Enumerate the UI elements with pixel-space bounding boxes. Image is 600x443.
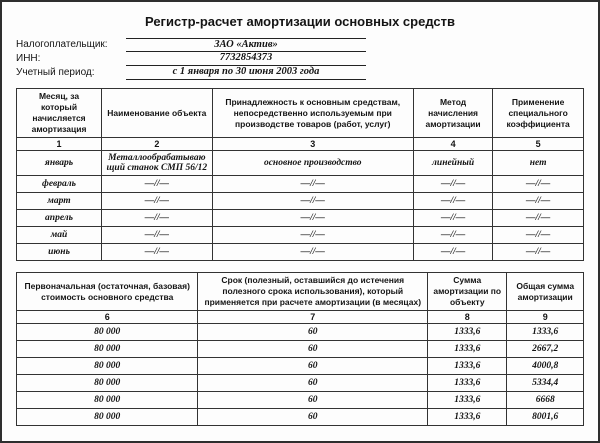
cell-object: —//— bbox=[102, 210, 213, 227]
header-fields bbox=[16, 38, 584, 80]
cell-total-depreciation: 5334,4 bbox=[507, 375, 584, 392]
table-row-january bbox=[17, 151, 584, 176]
cell-usage: —//— bbox=[212, 176, 413, 193]
column-header-object: Наименование объекта bbox=[102, 89, 213, 138]
depreciation-table-upper bbox=[16, 88, 584, 261]
table-row bbox=[17, 392, 584, 409]
cell-coefficient: —//— bbox=[493, 193, 584, 210]
table1-header-row bbox=[17, 89, 584, 138]
column-header-depreciation-amount: Сумма амортизации по объекту bbox=[428, 273, 507, 311]
table-row bbox=[17, 358, 584, 375]
cell-total-depreciation: 2667,2 bbox=[507, 341, 584, 358]
column-number: 6 bbox=[17, 311, 198, 324]
cell-method: —//— bbox=[413, 193, 492, 210]
column-number: 4 bbox=[413, 138, 492, 151]
cell-initial-cost: 80 000 bbox=[17, 324, 198, 341]
table-row-april bbox=[17, 210, 584, 227]
table-row bbox=[17, 324, 584, 341]
cell-useful-life: 60 bbox=[198, 392, 428, 409]
cell-usage: —//— bbox=[212, 244, 413, 261]
field-period bbox=[16, 66, 584, 80]
cell-usage: —//— bbox=[212, 193, 413, 210]
cell-depreciation-amount: 1333,6 bbox=[428, 392, 507, 409]
cell-useful-life: 60 bbox=[198, 324, 428, 341]
cell-initial-cost: 80 000 bbox=[17, 358, 198, 375]
cell-depreciation-amount: 1333,6 bbox=[428, 324, 507, 341]
inn-label: ИНН: bbox=[16, 53, 41, 64]
cell-useful-life: 60 bbox=[198, 341, 428, 358]
cell-month: март bbox=[17, 193, 102, 210]
cell-depreciation-amount: 1333,6 bbox=[428, 358, 507, 375]
cell-month: апрель bbox=[17, 210, 102, 227]
table1-number-row bbox=[17, 138, 584, 151]
cell-method: —//— bbox=[413, 227, 492, 244]
column-header-method: Метод начисления амортизации bbox=[413, 89, 492, 138]
cell-month: июнь bbox=[17, 244, 102, 261]
column-number: 5 bbox=[493, 138, 584, 151]
cell-initial-cost: 80 000 bbox=[17, 392, 198, 409]
table2-header-row bbox=[17, 273, 584, 311]
column-header-total-depreciation: Общая сумма амортизации bbox=[507, 273, 584, 311]
cell-usage: —//— bbox=[212, 210, 413, 227]
cell-depreciation-amount: 1333,6 bbox=[428, 375, 507, 392]
cell-depreciation-amount: 1333,6 bbox=[428, 409, 507, 426]
table-row-june bbox=[17, 244, 584, 261]
table2-number-row bbox=[17, 311, 584, 324]
column-header-initial-cost: Первоначальная (остаточная, базовая) стоимость основного средства bbox=[17, 273, 198, 311]
cell-initial-cost: 80 000 bbox=[17, 409, 198, 426]
cell-useful-life: 60 bbox=[198, 358, 428, 375]
column-header-useful-life: Срок (полезный, оставшийся до истечения полезного срока использования), который применяется при расчете амортизации (в месяцах) bbox=[198, 273, 428, 311]
cell-total-depreciation: 6668 bbox=[507, 392, 584, 409]
cell-object: —//— bbox=[102, 244, 213, 261]
cell-method: —//— bbox=[413, 210, 492, 227]
table-row-february bbox=[17, 176, 584, 193]
cell-object: Металлообрабатывающий станок СМП 56/12 bbox=[102, 151, 213, 176]
column-number: 9 bbox=[507, 311, 584, 324]
depreciation-table-lower bbox=[16, 272, 584, 426]
field-inn bbox=[16, 52, 584, 66]
cell-month: февраль bbox=[17, 176, 102, 193]
column-number: 8 bbox=[428, 311, 507, 324]
cell-coefficient: —//— bbox=[493, 176, 584, 193]
cell-coefficient: нет bbox=[493, 151, 584, 176]
column-number: 7 bbox=[198, 311, 428, 324]
column-header-usage: Принадлежность к основным средствам, непосредственно используемым при производстве товаров (работ, услуг) bbox=[212, 89, 413, 138]
cell-usage: основное производство bbox=[212, 151, 413, 176]
document-title: Регистр-расчет амортизации основных средств bbox=[144, 14, 455, 29]
taxpayer-value: ЗАО «Актив» bbox=[126, 38, 366, 52]
cell-total-depreciation: 8001,6 bbox=[507, 409, 584, 426]
table-row bbox=[17, 375, 584, 392]
table-row-may bbox=[17, 227, 584, 244]
cell-useful-life: 60 bbox=[198, 375, 428, 392]
field-taxpayer bbox=[16, 38, 584, 52]
cell-month: январь bbox=[17, 151, 102, 176]
cell-object: —//— bbox=[102, 193, 213, 210]
cell-month: май bbox=[17, 227, 102, 244]
period-label: Учетный период: bbox=[16, 67, 95, 78]
inn-value: 7732854373 bbox=[126, 52, 366, 66]
taxpayer-label: Налогоплательщик: bbox=[16, 39, 108, 50]
cell-method: —//— bbox=[413, 176, 492, 193]
cell-coefficient: —//— bbox=[493, 244, 584, 261]
cell-coefficient: —//— bbox=[493, 227, 584, 244]
cell-coefficient: —//— bbox=[493, 210, 584, 227]
table-row bbox=[17, 409, 584, 426]
cell-total-depreciation: 4000,8 bbox=[507, 358, 584, 375]
column-header-coefficient: Применение специального коэффициента bbox=[493, 89, 584, 138]
cell-depreciation-amount: 1333,6 bbox=[428, 341, 507, 358]
table-row bbox=[17, 341, 584, 358]
period-value: с 1 января по 30 июня 2003 года bbox=[126, 66, 366, 80]
column-number: 3 bbox=[212, 138, 413, 151]
cell-initial-cost: 80 000 bbox=[17, 375, 198, 392]
cell-total-depreciation: 1333,6 bbox=[507, 324, 584, 341]
cell-usage: —//— bbox=[212, 227, 413, 244]
cell-method: линейный bbox=[413, 151, 492, 176]
column-number: 2 bbox=[102, 138, 213, 151]
column-number: 1 bbox=[17, 138, 102, 151]
cell-object: —//— bbox=[102, 176, 213, 193]
table-row-march bbox=[17, 193, 584, 210]
cell-initial-cost: 80 000 bbox=[17, 341, 198, 358]
cell-useful-life: 60 bbox=[198, 409, 428, 426]
column-header-month: Месяц, за который начисляется амортизация bbox=[17, 89, 102, 138]
cell-method: —//— bbox=[413, 244, 492, 261]
cell-object: —//— bbox=[102, 227, 213, 244]
